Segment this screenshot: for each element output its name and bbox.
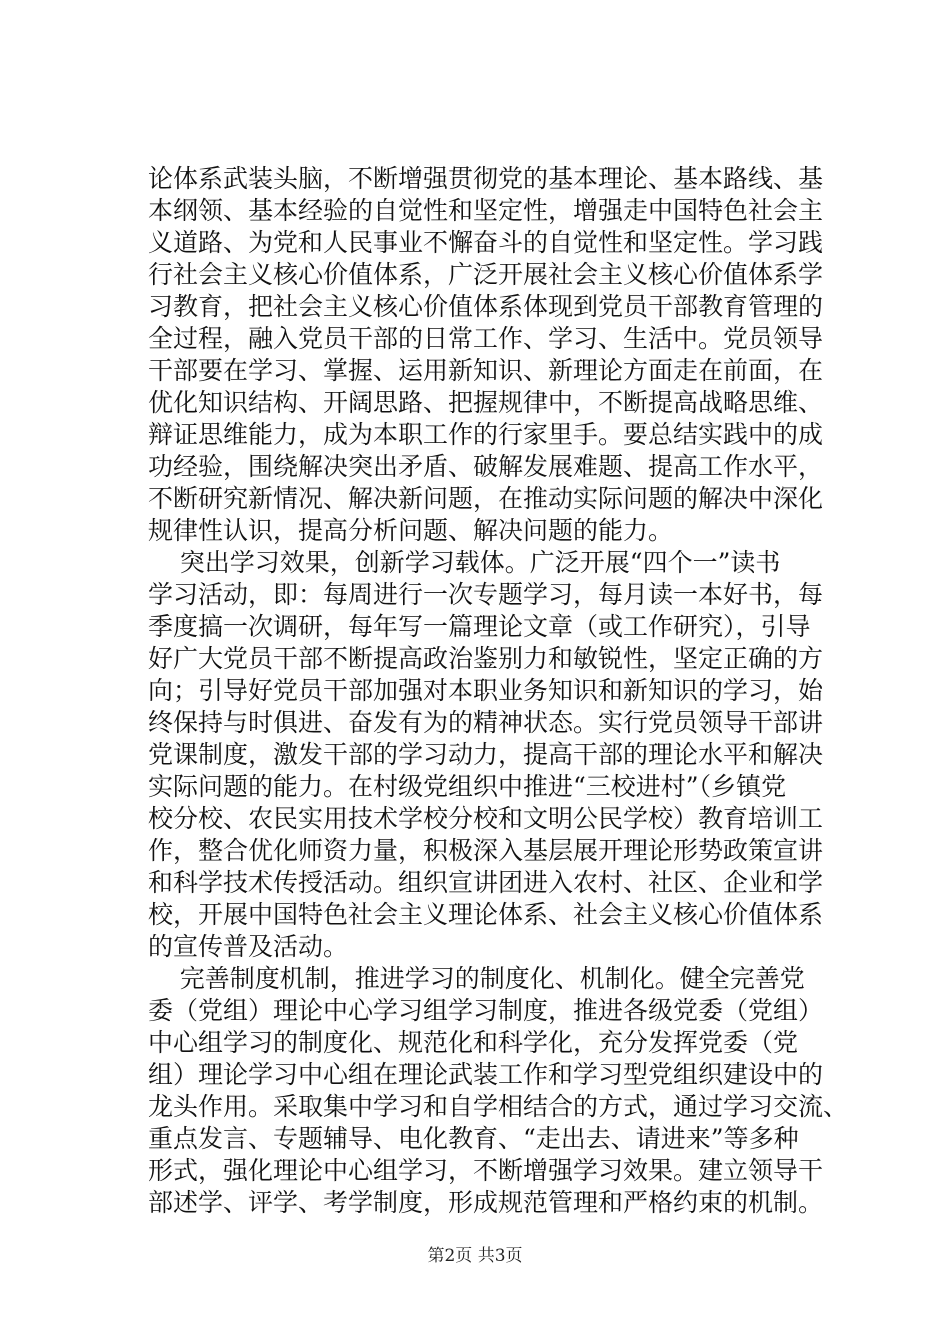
text-line: 义道路、为党和人民事业不懈奋斗的自觉性和坚定性。学习践 xyxy=(148,228,824,257)
text-line: 干部要在学习、掌握、运用新知识、新理论方面走在前面，在 xyxy=(148,356,824,385)
text-line: 组）理论学习中心组在理论武装工作和学习型党组织建设中的 xyxy=(148,1060,824,1089)
text-line: 校，开展中国特色社会主义理论体系、社会主义核心价值体系 xyxy=(148,900,824,929)
text-line: 论体系武装头脑，不断增强贯彻党的基本理论、基本路线、基 xyxy=(148,164,824,193)
text-line: 终保持与时俱进、奋发有为的精神状态。实行党员领导干部讲 xyxy=(148,708,824,737)
text-line: 委（党组）理论中心学习组学习制度，推进各级党委（党组） xyxy=(148,996,824,1025)
text-line: 好广大党员干部不断提高政治鉴别力和敏锐性，坚定正确的方 xyxy=(148,644,824,673)
text-line: 实际问题的能力。在村级党组织中推进“三校进村”（乡镇党 xyxy=(148,772,787,801)
text-line: 部述学、评学、考学制度，形成规范管理和严格约束的机制。 xyxy=(148,1188,824,1217)
text-line: 辩证思维能力，成为本职工作的行家里手。要总结实践中的成 xyxy=(148,420,824,449)
text-line: 季度搞一次调研，每年写一篇理论文章（或工作研究），引导 xyxy=(148,612,811,641)
text-line: 校分校、农民实用技术学校分校和文明公民学校）教育培训工 xyxy=(148,804,824,833)
text-line: 习教育，把社会主义核心价值体系体现到党员干部教育管理的 xyxy=(148,292,824,321)
text-line: 作，整合优化师资力量，积极深入基层展开理论形势政策宣讲 xyxy=(148,836,824,865)
text-line: 本纲领、基本经验的自觉性和坚定性，增强走中国特色社会主 xyxy=(148,196,824,225)
paragraph-start-line: 突出学习效果，创新学习载体。广泛开展“四个一”读书 xyxy=(148,548,781,577)
text-line: 向；引导好党员干部加强对本职业务知识和新知识的学习，始 xyxy=(148,676,824,705)
text-line: 不断研究新情况、解决新问题，在推动实际问题的解决中深化 xyxy=(148,484,824,513)
text-line: 行社会主义核心价值体系，广泛开展社会主义核心价值体系学 xyxy=(148,260,824,289)
text-line: 优化知识结构、开阔思路、把握规律中，不断提高战略思维、 xyxy=(148,388,824,417)
text-line: 全过程，融入党员干部的日常工作、学习、生活中。党员领导 xyxy=(148,324,824,353)
text-line: 重点发言、专题辅导、电化教育、“走出去、请进来”等多种 xyxy=(148,1124,799,1153)
text-line: 形式，强化理论中心组学习，不断增强学习效果。建立领导干 xyxy=(148,1156,824,1185)
text-line: 党课制度，激发干部的学习动力，提高干部的理论水平和解决 xyxy=(148,740,824,769)
text-line: 和科学技术传授活动。组织宣讲团进入农村、社区、企业和学 xyxy=(148,868,824,897)
text-line: 龙头作用。采取集中学习和自学相结合的方式，通过学习交流、 xyxy=(148,1092,849,1121)
text-line: 的宣传普及活动。 xyxy=(148,932,349,961)
text-line: 规律性认识，提高分析问题、解决问题的能力。 xyxy=(148,516,674,545)
text-line: 功经验，围绕解决突出矛盾、破解发展难题、提高工作水平， xyxy=(148,452,824,481)
text-line: 学习活动，即：每周进行一次专题学习，每月读一本好书，每 xyxy=(148,580,824,609)
paragraph-start-line: 完善制度机制，推进学习的制度化、机制化。健全完善党 xyxy=(148,964,805,993)
text-line: 中心组学习的制度化、规范化和科学化，充分发挥党委（党 xyxy=(148,1028,799,1057)
body-text xyxy=(148,163,849,1219)
page-number-footer: 第2页 共3页 xyxy=(427,1246,523,1266)
